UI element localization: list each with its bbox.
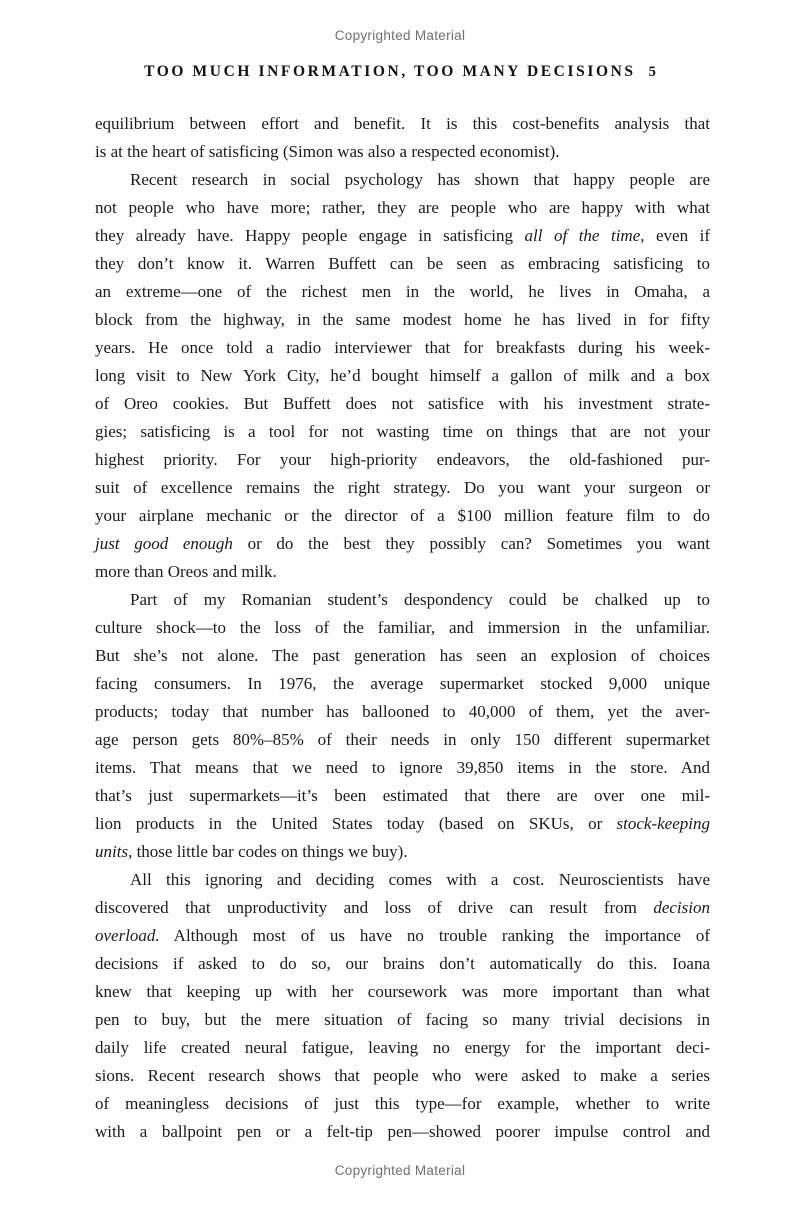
text-run: gies; satisficing is a tool for not wasting time on things that are not your — [95, 422, 710, 441]
text-line — [95, 1118, 710, 1146]
text-line — [95, 138, 710, 166]
text-run: age person gets 80%–85% of their needs in only 150 different supermarket — [95, 730, 710, 749]
text-run: items. That means that we need to ignore 39,850 items in the store. And — [95, 758, 710, 777]
page-number: 5 — [648, 64, 656, 80]
text-run: Although most of us have no trouble ranking the importance of — [159, 926, 710, 945]
text-run: daily life created neural fatigue, leaving no energy for the important deci- — [95, 1038, 710, 1057]
text-run: Recent research in social psychology has shown that happy people are — [130, 170, 710, 189]
text-run: suit of excellence remains the right strategy. Do you want your surgeon or — [95, 478, 710, 497]
text-line — [95, 838, 710, 866]
text-run: they don’t know it. Warren Buffett can be seen as embracing satisficing to — [95, 254, 710, 273]
text-line — [95, 474, 710, 502]
text-line — [95, 698, 710, 726]
text-run: or do the best they possibly can? Sometimes you want — [232, 534, 711, 553]
text-run: , even if — [640, 226, 710, 245]
text-run: that’s just supermarkets—it’s been estimated that there are over one mil- — [95, 786, 710, 805]
italic-text-run: decision — [653, 898, 710, 917]
text-line — [95, 1006, 710, 1034]
text-line — [95, 978, 710, 1006]
copyright-watermark-bottom: Copyrighted Material — [334, 1163, 466, 1178]
text-line — [95, 110, 710, 138]
text-line — [95, 922, 710, 950]
text-run: years. He once told a radio interviewer that for breakfasts during his week- — [95, 338, 710, 357]
text-run: they already have. Happy people engage in satisficing — [95, 226, 525, 245]
text-line — [95, 754, 710, 782]
text-line — [95, 1090, 710, 1118]
text-line — [95, 194, 710, 222]
text-line — [95, 810, 710, 838]
text-line — [95, 782, 710, 810]
text-run: of Oreo cookies. But Buffett does not satisfice with his investment strate- — [95, 394, 710, 413]
text-line — [95, 362, 710, 390]
text-run: block from the highway, in the same modest home he has lived in for fifty — [95, 310, 710, 329]
text-line — [95, 670, 710, 698]
running-header-title: TOO MUCH INFORMATION, TOO MANY DECISIONS — [144, 63, 636, 80]
text-line — [95, 222, 710, 250]
text-line — [95, 250, 710, 278]
text-run: But she’s not alone. The past generation has seen an explosion of choices — [95, 646, 710, 665]
text-line — [95, 1062, 710, 1090]
text-run: pen to buy, but the mere situation of facing so many trivial decisions in — [95, 1010, 710, 1029]
text-line — [95, 586, 710, 614]
text-run: All this ignoring and deciding comes with a cost. Neuroscientists have — [130, 870, 710, 889]
text-line — [95, 334, 710, 362]
text-run: of meaningless decisions of just this type—for example, whether to write — [95, 1094, 710, 1113]
text-line — [95, 614, 710, 642]
text-run: long visit to New York City, he’d bought himself a gallon of milk and a box — [95, 366, 710, 385]
text-line — [95, 894, 710, 922]
body-text — [95, 110, 710, 1146]
text-run: decisions if asked to do so, our brains don’t automatically do this. Ioana — [95, 954, 710, 973]
text-run: , those little bar codes on things we buy). — [128, 842, 408, 861]
text-line — [95, 306, 710, 334]
text-line — [95, 530, 710, 558]
text-run: sions. Recent research shows that people who were asked to make a series — [95, 1066, 710, 1085]
text-run: your airplane mechanic or the director of a $100 million feature film to do — [95, 506, 710, 525]
text-line — [95, 726, 710, 754]
italic-text-run: just good enough — [95, 534, 233, 553]
text-run: Part of my Romanian student’s despondency could be chalked up to — [130, 590, 710, 609]
text-line — [95, 278, 710, 306]
text-line — [95, 390, 710, 418]
text-run: equilibrium between effort and benefit. It is this cost-benefits analysis that — [95, 114, 710, 133]
text-line — [95, 642, 710, 670]
text-line — [95, 558, 710, 586]
text-run: not people who have more; rather, they are people who are happy with what — [95, 198, 710, 217]
italic-text-run: overload. — [95, 926, 160, 945]
text-run: knew that keeping up with her coursework was more important than what — [95, 982, 710, 1001]
text-run: culture shock—to the loss of the familiar, and immersion in the unfamiliar. — [95, 618, 710, 637]
running-header — [0, 63, 800, 81]
italic-text-run: stock-keeping — [616, 814, 710, 833]
italic-text-run: all of the time — [524, 226, 641, 245]
text-line — [95, 1034, 710, 1062]
text-run: discovered that unproductivity and loss of drive can result from — [95, 898, 654, 917]
italic-text-run: units — [95, 842, 129, 861]
text-line — [95, 418, 710, 446]
text-run: an extreme—one of the richest men in the world, he lives in Omaha, a — [95, 282, 710, 301]
text-run: lion products in the United States today (based on SKUs, or — [95, 814, 617, 833]
text-run: products; today that number has ballooned to 40,000 of them, yet the aver- — [95, 702, 710, 721]
text-line — [95, 502, 710, 530]
text-run: highest priority. For your high-priority endeavors, the old-fashioned pur- — [95, 450, 710, 469]
text-run: facing consumers. In 1976, the average supermarket stocked 9,000 unique — [95, 674, 710, 693]
text-line — [95, 446, 710, 474]
copyright-watermark-top: Copyrighted Material — [334, 28, 466, 43]
text-line — [95, 166, 710, 194]
text-run: with a ballpoint pen or a felt-tip pen—showed poorer impulse control and — [95, 1122, 710, 1141]
text-line — [95, 866, 710, 894]
text-line — [95, 950, 710, 978]
text-run: is at the heart of satisficing (Simon was also a respected economist). — [95, 142, 560, 161]
text-run: more than Oreos and milk. — [95, 562, 277, 581]
